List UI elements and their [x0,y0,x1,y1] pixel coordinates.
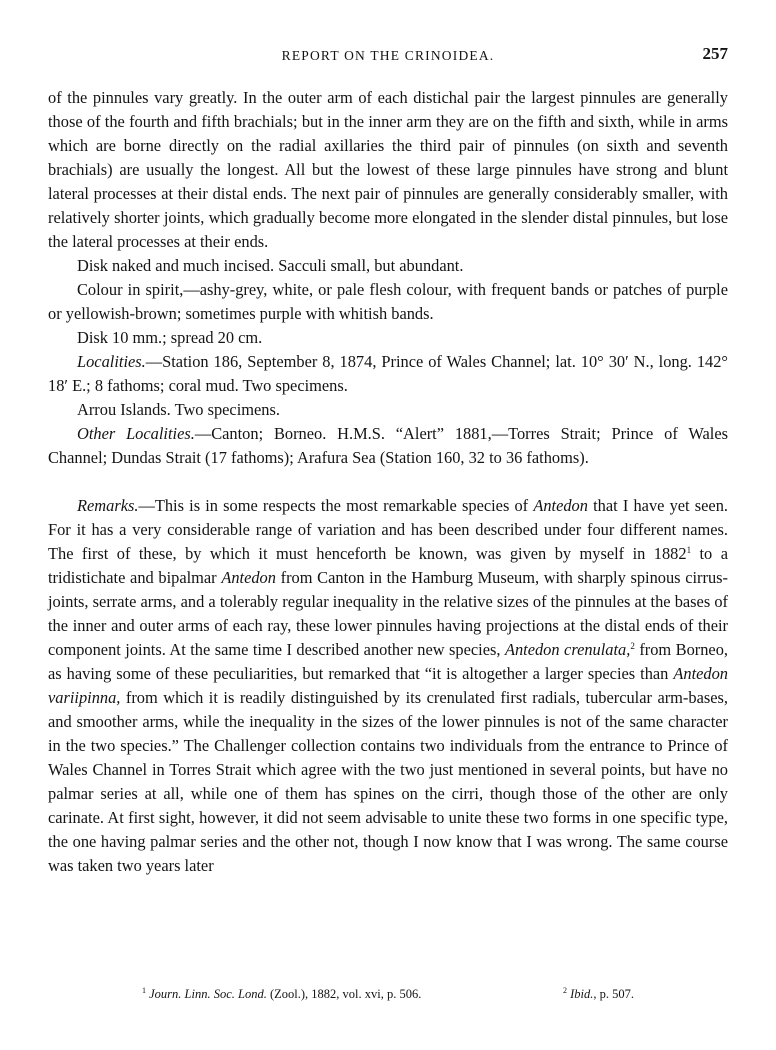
paragraph-pinnules: of the pinnules vary greatly. In the outer arm of each distichal pair the largest pinnules are generally those of the fourth and fifth brachials; but in the inner arm they are on the fifth and sixth, while in arms which are borne directly on the radial axillaries the third pair of pinnules (on sixth and seventh brachials) are usually the longest. All but the lowest of these large pinnules have strong and blunt lateral processes at their distal ends. The next pair of pinnules are generally considerably smaller, with relatively shorter joints, which gradually become more elongated in the slender distal pinnules, but lose the lateral processes at their ends. [48,88,728,251]
remarks-text-6: from which it is readily distinguished by its crenulated first radials, tubercular arm-bases, and smoother arms, while the inequality in the sizes of the lower pinnules is not of the same character in the two species.” The Challenger collection contains two individuals from the entrance to Prince of Wales Channel in Torres Strait which agree with the two just mentioned in several points, but have no palmar series at all, while one of them has spines on the cirri, though those of the other are only carinate. At first sight, however, it did not seem advisable to unite these two forms in one specific type, the one having palmar series and the other not, though I now know that I was wrong. The same course was taken two years later [48,688,728,875]
remarks-text-5: from Borneo, as having some of these peculiarities, but remarked that “it is altogether a larger species than [48,640,729,683]
remarks-label: Remarks. [77,496,139,515]
taxon-antedon-2: Antedon [221,568,276,587]
footnotes [48,987,728,1007]
footnote-2-text: p. 507. [596,987,635,1001]
remarks-text-4: from Canton in the Hamburg Museum, with sharply spinous cirrus-joints, serrate arms, and a tolerably regular inequality in the relative sizes of the pinnules at the bases of the inner and outer arms of each ray, these lower pinnules having projections at the distal ends of their component joints. At the same time I described another new species, [48,568,729,659]
footnote-2-ibid: Ibid., [570,987,597,1001]
remarks-text-3: to a tridistichate and bipalmar [48,544,728,587]
remarks-text-2: that I have yet seen. For it has a very considerable range of variation and has been described under four different names. The first of these, by which it must henceforth be known, was given by myself in 1882 [48,496,728,563]
paragraph-colour: Colour in spirit,—ashy-grey, white, or pale flesh colour, with frequent bands or patches of purple or yellowish-brown; sometimes purple with whitish bands. [48,280,728,323]
paragraph-other-localities [48,422,728,470]
page-number: 257 [702,44,728,63]
footnote-ref-1: 1 [686,545,692,555]
body-text [48,86,728,878]
localities-text: —Station 186, September 8, 1874, Prince of Wales Channel; lat. 10° 30′ N., long. 142° 18′ E.; 8 fathoms; coral mud. Two specimens. [48,352,728,395]
taxon-antedon-crenulata: Antedon crenulata, [504,640,631,659]
localities-label: Localities. [77,352,146,371]
footnote-1 [142,987,421,1002]
taxon-antedon-1: Antedon [533,496,588,515]
footnote-2 [563,987,634,1002]
taxon-antedon-variipinna: Antedon variipinna, [48,664,728,707]
paragraph-remarks [48,494,728,878]
running-title: REPORT ON THE CRINOIDEA. [281,48,495,63]
other-localities-label: Other Localities. [77,424,195,443]
footnote-1-text: (Zool.), 1882, vol. xvi, p. 506. [266,987,422,1001]
other-localities-text: —Canton; Borneo. H.M.S. “Alert” 1881,—Torres Strait; Prince of Wales Channel; Dundas Strait (17 fathoms); Arafura Sea (Station 160, 32 to 36 fathoms). [48,424,728,467]
footnote-1-mark: 1 [142,986,146,995]
paragraph-disk: Disk naked and much incised. Sacculi small, but abundant. [77,256,464,275]
footnote-ref-2: 2 [630,641,635,651]
footnote-1-journal: Journ. Linn. Soc. Lond. [149,987,267,1001]
page-header [48,44,728,70]
paragraph-arrou: Arrou Islands. Two specimens. [77,400,280,419]
paragraph-dimensions: Disk 10 mm.; spread 20 cm. [77,328,263,347]
paragraph-localities [48,350,728,398]
footnote-2-mark: 2 [563,986,567,995]
remarks-text-1: —This is in some respects the most remarkable species of [138,496,534,515]
